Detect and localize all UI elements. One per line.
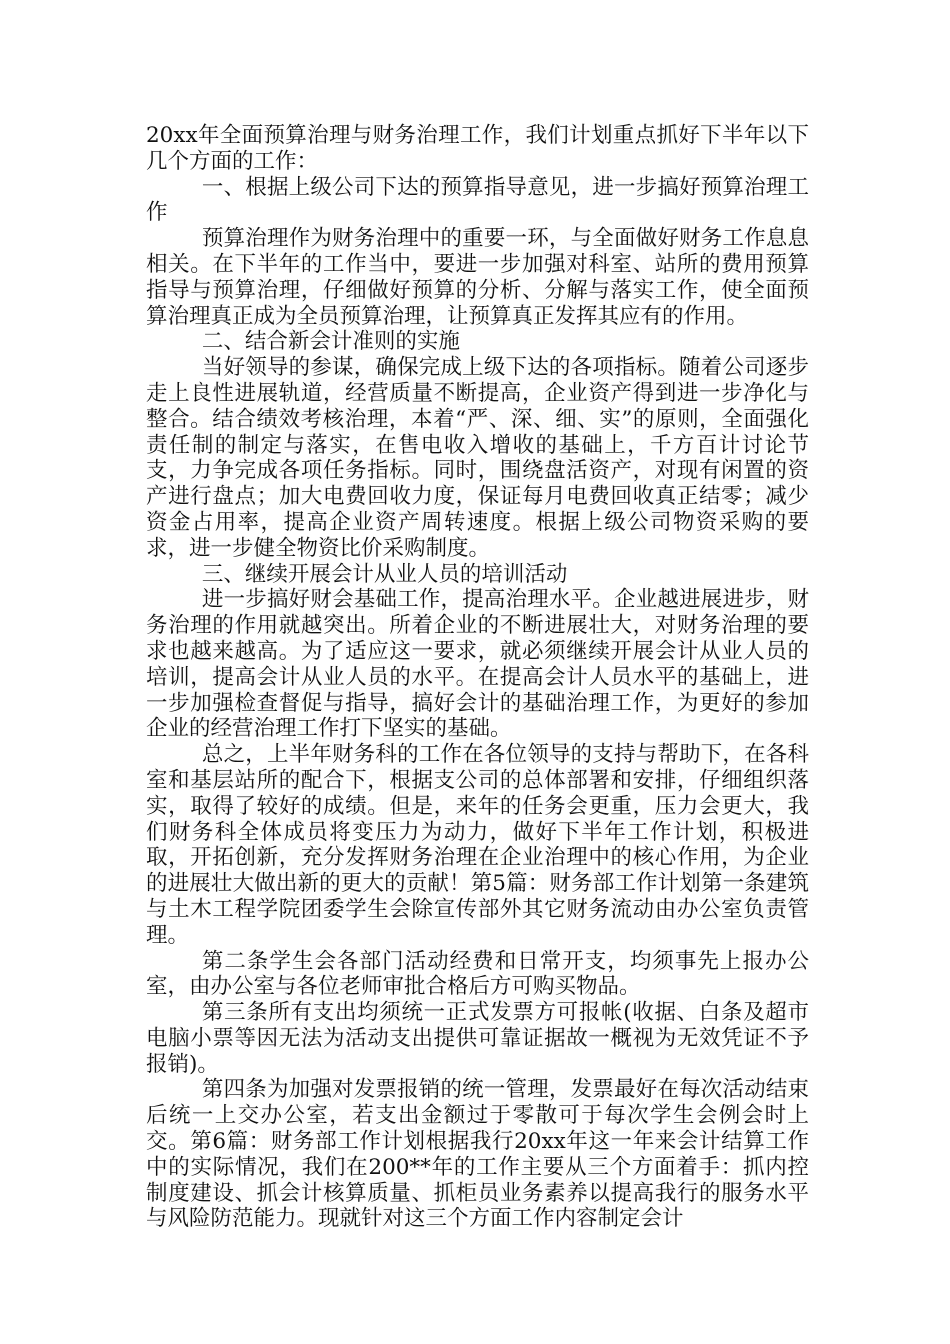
heading-section-1: 一、根据上级公司下达的预算指导意见，进一步搞好预算治理工作 — [146, 174, 809, 226]
heading-section-2: 二、结合新会计准则的实施 — [201, 329, 460, 355]
document-body — [146, 123, 809, 1232]
paragraph-article-2: 第二条学生会各部门活动经费和日常开支，均须事先上报办公室，由办公室与各位老师审批合格后方可购买物品。 — [146, 948, 809, 1000]
paragraph-budget: 预算治理作为财务治理中的重要一环，与全面做好财务工作息息相关。在下半年的工作当中，要进一步加强对科室、站所的费用预算指导与预算治理，仔细做好预算的分析、分解与落实工作，使全面预算治理真正成为全员预算治理，让预算真正发挥其应有的作用。 — [146, 226, 809, 329]
paragraph-accounting-standards: 当好领导的参谋，确保完成上级下达的各项指标。随着公司逐步走上良性进展轨道，经营质量不断提高，企业资产得到进一步净化与整合。结合绩效考核治理，本着“严、深、细、实”的原则，全面强化责任制的制定与落实，在售电收入增收的基础上，千方百计讨论节支，力争完成各项任务指标。同时，围绕盘活资产，对现有闲置的资产进行盘点；加大电费回收力度，保证每月电费回收真正结零；减少资金占用率，提高企业资产周转速度。根据上级公司物资采购的要求，进一步健全物资比价采购制度。 — [146, 355, 809, 561]
paragraph-training: 进一步搞好财会基础工作，提高治理水平。企业越进展进步，财务治理的作用就越突出。所着企业的不断进展壮大，对财务治理的要求也越来越高。为了适应这一要求，就必须继续开展会计从业人员的培训，提高会计从业人员的水平。在提高会计人员水平的基础上，进一步加强检查督促与指导，搞好会计的基础治理工作，为更好的参加企业的经营治理工作打下坚实的基础。 — [146, 587, 809, 742]
paragraph-intro: 20xx年全面预算治理与财务治理工作，我们计划重点抓好下半年以下几个方面的工作： — [146, 123, 809, 174]
paragraph-summary: 总之，上半年财务科的工作在各位领导的支持与帮助下，在各科室和基层站所的配合下，根据支公司的总体部署和安排，仔细组织落实，取得了较好的成绩。但是，来年的任务会更重，压力会更大，我们财务科全体成员将变压力为动力，做好下半年工作计划，积极进取，开拓创新，充分发挥财务治理在企业治理中的核心作用，为企业的进展壮大做出新的更大的贡献！第5篇：财务部工作计划第一条建筑与土木工程学院团委学生会除宣传部外其它财务流动由办公室负责管理。 — [146, 742, 809, 948]
heading-section-3: 三、继续开展会计从业人员的培训活动 — [201, 561, 568, 587]
paragraph-article-4: 第四条为加强对发票报销的统一管理，发票最好在每次活动结束后统一上交办公室，若支出金额过于零散可于每次学生会例会时上交。第6篇：财务部工作计划根据我行20xx年这一年来会计结算工作中的实际情况，我们在200**年的工作主要从三个方面着手：抓内控制度建设、抓会计核算质量、抓柜员业务素养以提高我行的服务水平与风险防范能力。现就针对这三个方面工作内容制定会计 — [146, 1077, 809, 1232]
paragraph-article-3: 第三条所有支出均须统一正式发票方可报帐(收据、白条及超市电脑小票等因无法为活动支出提供可靠证据故一概视为无效凭证不予报销)。 — [146, 1000, 809, 1077]
